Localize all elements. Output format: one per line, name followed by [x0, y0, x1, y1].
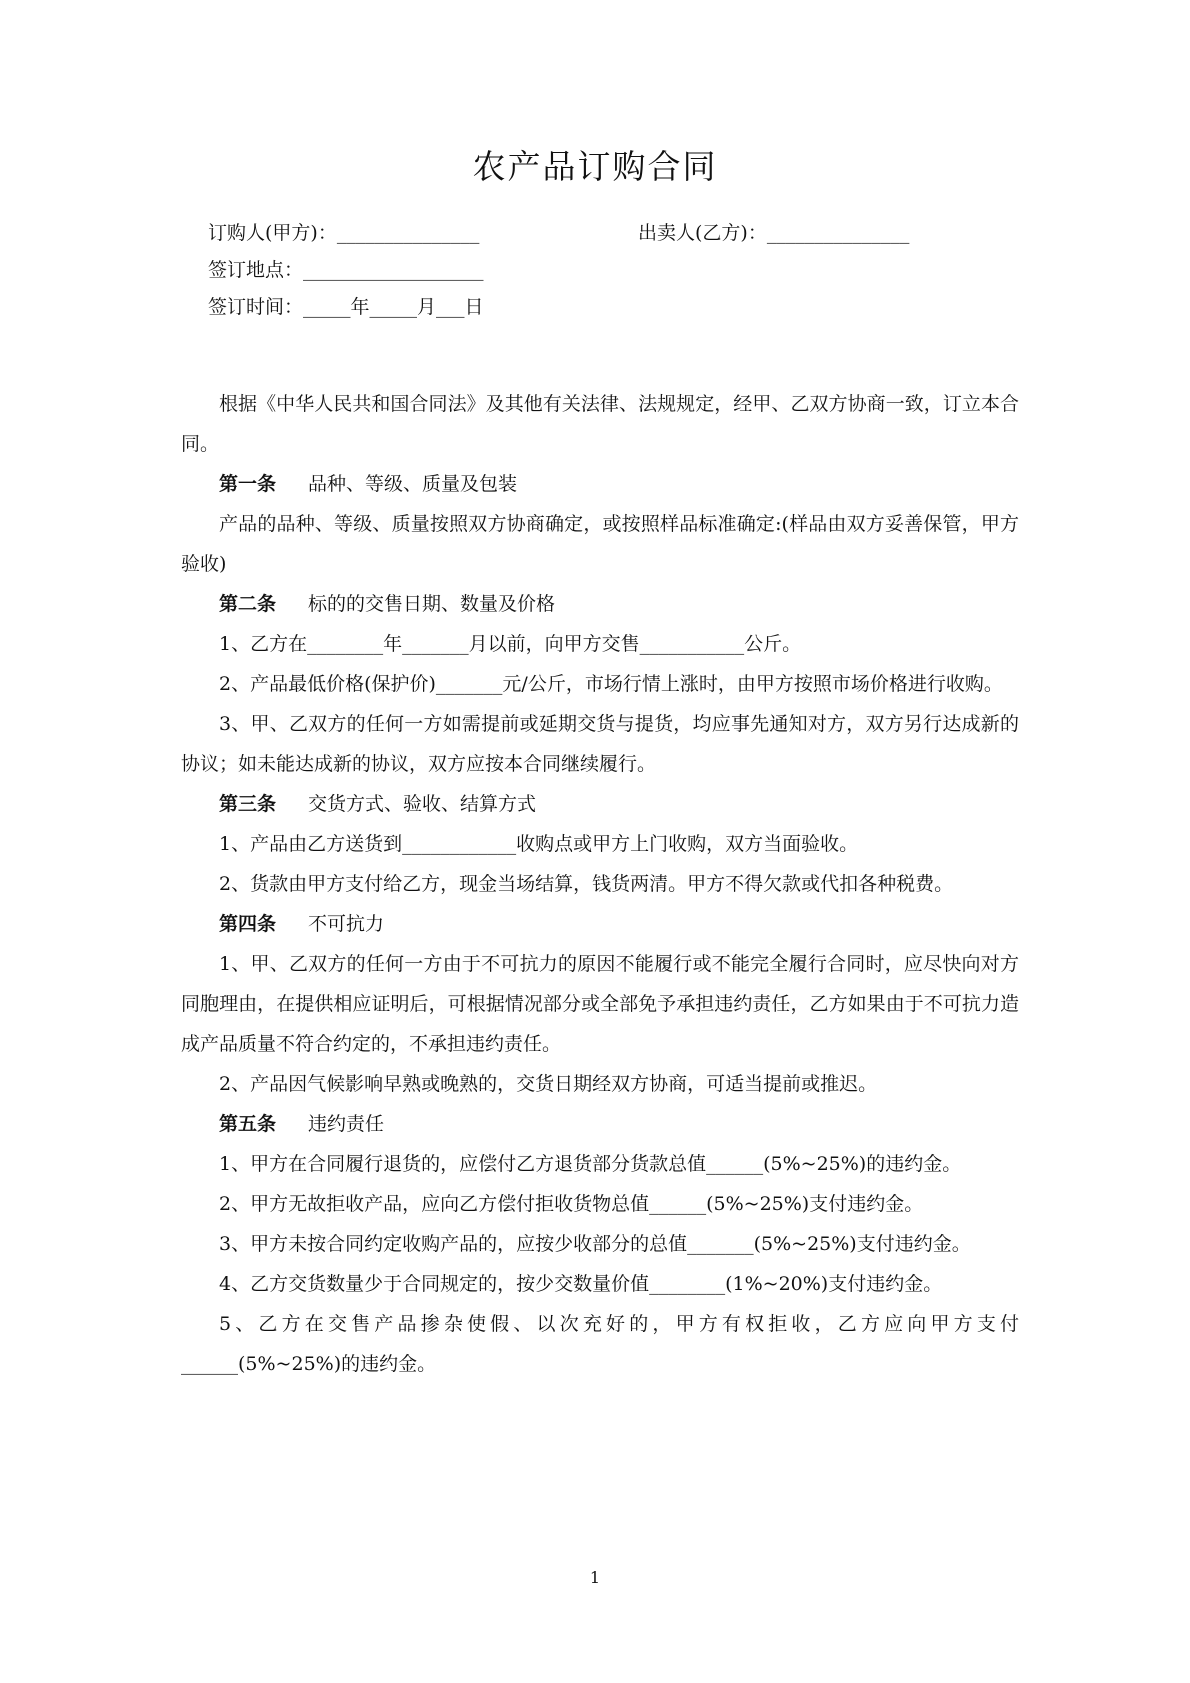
document-title: 农产品订购合同: [472, 147, 718, 186]
article-2-heading: [181, 584, 1019, 624]
article-paragraph: 3、甲方未按合同约定收购产品的，应按少收部分的总值_______(5%~25%)支付违约金。: [219, 1233, 971, 1255]
article-title: 品种、等级、质量及包装: [308, 473, 518, 495]
article-paragraph: 产品的品种、等级、质量按照双方协商确定，或按照样品标准确定:(样品由双方妥善保管，甲方验收): [181, 513, 1019, 575]
article-number: 第三条: [219, 793, 277, 815]
article-4-heading: [181, 904, 1019, 944]
article-5-heading: [181, 1104, 1019, 1144]
contract-body: [181, 384, 1019, 1384]
intro-paragraph: 根据《中华人民共和国合同法》及其他有关法律、法规规定，经甲、乙双方协商一致，订立本合同。: [181, 393, 1019, 455]
article-title: 违约责任: [308, 1113, 385, 1135]
article-number: 第四条: [219, 913, 277, 935]
article-number: 第一条: [219, 473, 277, 495]
article-paragraph: 3、甲、乙双方的任何一方如需提前或延期交货与提货，均应事先通知对方，双方另行达成新的协议；如未能达成新的协议，双方应按本合同继续履行。: [181, 713, 1019, 775]
article-paragraph: 1、产品由乙方送货到____________收购点或甲方上门收购，双方当面验收。: [219, 833, 859, 855]
signing-date-field: 签订时间：_____年_____月___日: [208, 296, 484, 318]
buyer-field: 订购人(甲方)：_______________: [208, 222, 480, 244]
article-paragraph: 2、产品最低价格(保护价)_______元/公斤，市场行情上涨时，由甲方按照市场价格进行收购。: [219, 673, 1003, 695]
article-title: 标的的交售日期、数量及价格: [308, 593, 556, 615]
article-paragraph: 2、货款由甲方支付给乙方，现金当场结算，钱货两清。甲方不得欠款或代扣各种税费。: [219, 873, 954, 895]
article-paragraph: 1、乙方在________年_______月以前，向甲方交售___________公斤。: [219, 633, 802, 655]
article-3-heading: [181, 784, 1019, 824]
seller-field: 出卖人(乙方)：_______________: [638, 222, 910, 244]
article-paragraph: 2、产品因气候影响早熟或晚熟的，交货日期经双方协商，可适当提前或推迟。: [219, 1073, 878, 1095]
article-paragraph: 2、甲方无故拒收产品，应向乙方偿付拒收货物总值______(5%~25%)支付违约金。: [219, 1193, 924, 1215]
signing-place-field: 签订地点：___________________: [208, 259, 484, 281]
article-1-heading: [181, 464, 1019, 504]
article-paragraph: 4、乙方交货数量少于合同规定的，按少交数量价值________(1%~20%)支付违约金。: [219, 1273, 943, 1295]
page-number: 1: [589, 1568, 601, 1587]
article-paragraph: 5、乙方在交售产品掺杂使假、以次充好的，甲方有权拒收，乙方应向甲方支付______(5%~25%)的违约金。: [181, 1313, 1019, 1375]
article-title: 交货方式、验收、结算方式: [308, 793, 537, 815]
article-paragraph: 1、甲、乙双方的任何一方由于不可抗力的原因不能履行或不能完全履行合同时，应尽快向对方同胞理由，在提供相应证明后，可根据情况部分或全部免予承担违约责任，乙方如果由于不可抗力造成产品质量不符合约定的，不承担违约责任。: [181, 953, 1019, 1055]
article-paragraph: 1、甲方在合同履行退货的，应偿付乙方退货部分货款总值______(5%~25%)的违约金。: [219, 1153, 962, 1175]
article-title: 不可抗力: [308, 913, 385, 935]
article-number: 第五条: [219, 1113, 277, 1135]
article-number: 第二条: [219, 593, 277, 615]
